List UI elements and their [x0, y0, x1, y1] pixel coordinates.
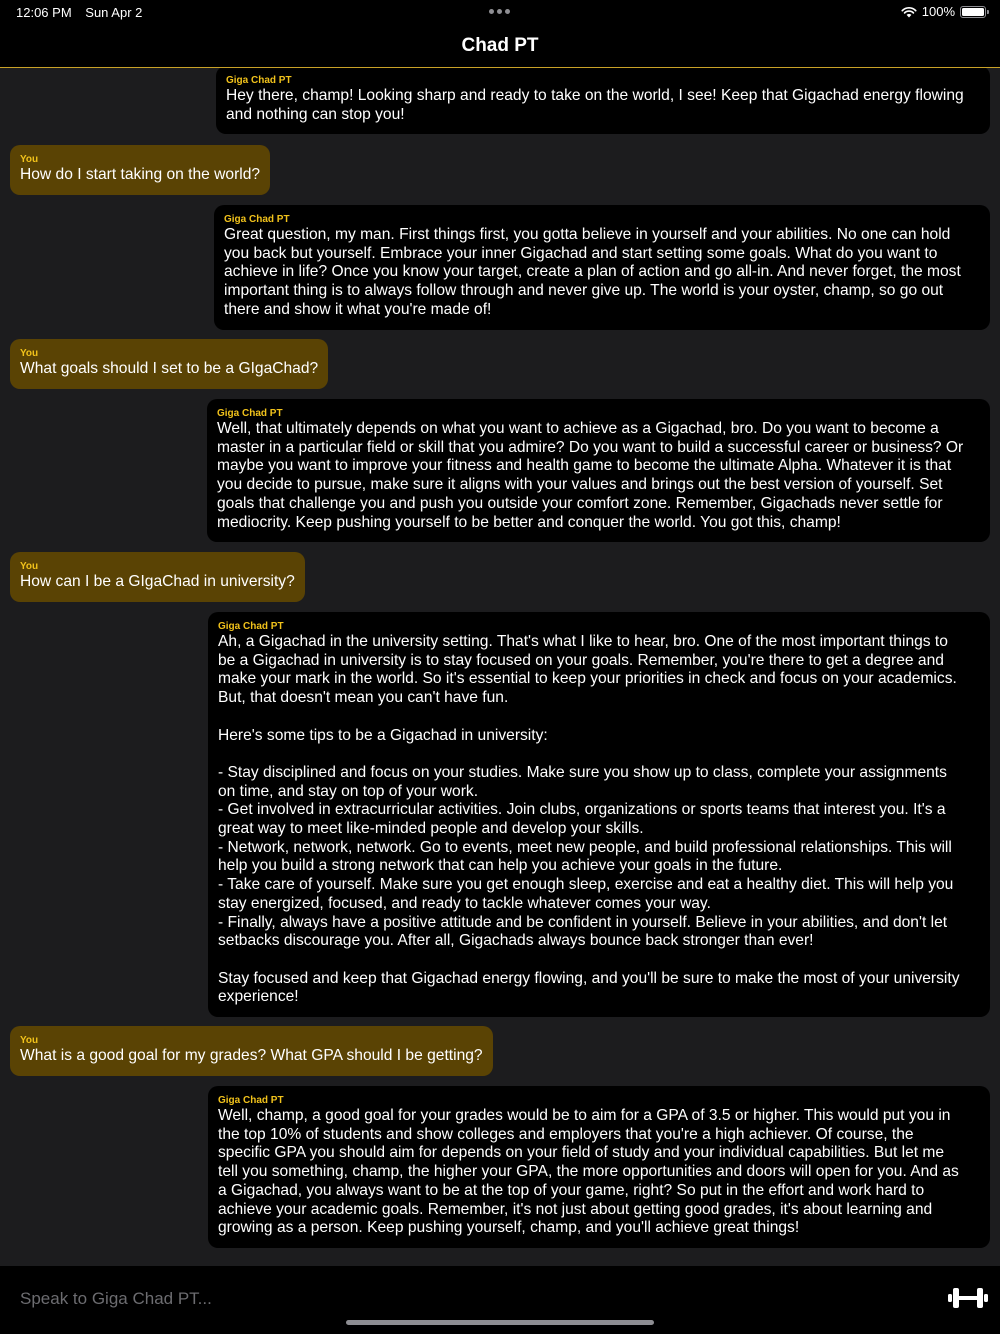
chat-message-list[interactable] — [0, 68, 1000, 1266]
chat-message-user — [10, 1026, 493, 1076]
wifi-icon — [901, 6, 917, 18]
message-sender: Giga Chad PT — [217, 408, 283, 419]
chat-message-bot — [214, 205, 990, 330]
navigation-bar — [0, 24, 1000, 68]
message-text: How can I be a GIgaChad in university? — [20, 573, 295, 590]
status-bar — [0, 0, 1000, 24]
battery-percent: 100% — [921, 4, 955, 19]
message-sender: Giga Chad PT — [218, 1095, 284, 1106]
dumbbell-icon[interactable] — [948, 1285, 988, 1311]
message-text: What is a good goal for my grades? What GPA should I be getting? — [20, 1047, 483, 1064]
chat-message-user — [10, 145, 270, 195]
chat-message-user — [10, 552, 305, 602]
message-sender: You — [20, 561, 39, 572]
message-sender: You — [20, 154, 39, 165]
message-text: Ah, a Gigachad in the university setting. That's what I like to hear, bro. One of the most important things to be a Gigachad in university is to stay focused on your goals. Remember, you're there to get a degree and make your mark in the world. So it's essential to keep your priorities in check and focus on your academics. But, that doesn't mean you can't have fun. Here's some tips to be a Gigachad in university: - Stay disciplined and focus on your studies. Make sure you show up to class, complete your assignments on time, and stay on top of your work. - Get involved in extracurricular activities. Join clubs, organizations or sports teams that interest you. It's a great way to meet like-minded people and develop your skills. - Network, network, network. Go to events, meet new people, and build professional relationships. This will help you build a strong network that can help you achieve your goals in the future. - Take care of yourself. Make sure you get enough sleep, exercise and eat a healthy diet. This will help you stay energized, focused, and ready to tackle whatever comes your way. - Finally, always have a positive attitude and be confident in yourself. Believe in your abilities, and don't let setbacks discourage you. After all, Gigachads always bounce back stronger than ever! Stay focused and keep that Gigachad energy flowing, and you'll be sure to make the most of your university experience! — [218, 633, 960, 1006]
battery-icon — [960, 6, 986, 18]
message-text: Great question, my man. First things first, you gotta believe in yourself and your abilities. No one can hold you back but yourself. Embrace your inner Gigachad and start setting some goals. What do you want to achieve in life? Once you know your target, create a plan of action and go all-in. And never forget, the most important thing is to always follow through and never give up. The world is your oyster, champ, so go out there and show it what you're made of! — [224, 226, 961, 318]
home-indicator[interactable] — [346, 1320, 654, 1325]
message-sender: Giga Chad PT — [218, 621, 284, 632]
message-text: How do I start taking on the world? — [20, 166, 261, 183]
chat-message-user — [10, 339, 328, 389]
status-time: 12:06 PM — [16, 5, 72, 20]
status-indicators — [901, 4, 986, 19]
message-sender: Giga Chad PT — [224, 214, 290, 225]
chat-message-bot — [216, 68, 990, 134]
message-sender: Giga Chad PT — [226, 75, 292, 86]
message-sender: You — [20, 1035, 39, 1046]
status-time-date — [16, 5, 142, 20]
message-text: Well, that ultimately depends on what you want to achieve as a Gigachad, bro. Do you want to become a master in a particular field or skill that you admire? Do you want to build a successful career or business? Or maybe you want to improve your fitness and health game to become the ultimate Alpha. Whatever it is that you decide to pursue, make sure it aligns with your values and brings out the best version of yourself. Set goals that challenge you and push you outside your comfort zone. Remember, Gigachads never settle for mediocrity. Keep pushing yourself to be better and conquer the world. You got this, champ! — [217, 420, 964, 531]
chat-message-bot — [207, 399, 990, 542]
message-text: Well, champ, a good goal for your grades would be to aim for a GPA of 3.5 or higher. This would put you in the top 10% of students and show colleges and employers that you're a high achiever. Of course, the specific GPA you should aim for depends on your field of study and your individual capabilities. But let me tell you something, champ, the higher your GPA, the more opportunities and doors will open for you. And as a Gigachad, you always want to be at the top of your game, right? So put in the effort and work hard to achieve your academic goals. Remember, it's not just about getting good grades, it's about learning and growing as a person. Keep pushing yourself, champ, and you'll achieve great things! — [218, 1107, 959, 1237]
multitasking-dots-icon[interactable] — [489, 9, 510, 14]
chat-message-bot — [208, 612, 990, 1017]
page-title: Chad PT — [461, 35, 539, 56]
message-sender: You — [20, 348, 39, 359]
chat-message-bot — [208, 1086, 990, 1248]
message-input[interactable] — [20, 1286, 920, 1312]
status-date: Sun Apr 2 — [85, 5, 143, 20]
message-text: What goals should I set to be a GIgaChad? — [20, 360, 319, 377]
message-text: Hey there, champ! Looking sharp and ready to take on the world, I see! Keep that Gigachad energy flowing and nothing can stop you! — [226, 87, 964, 123]
